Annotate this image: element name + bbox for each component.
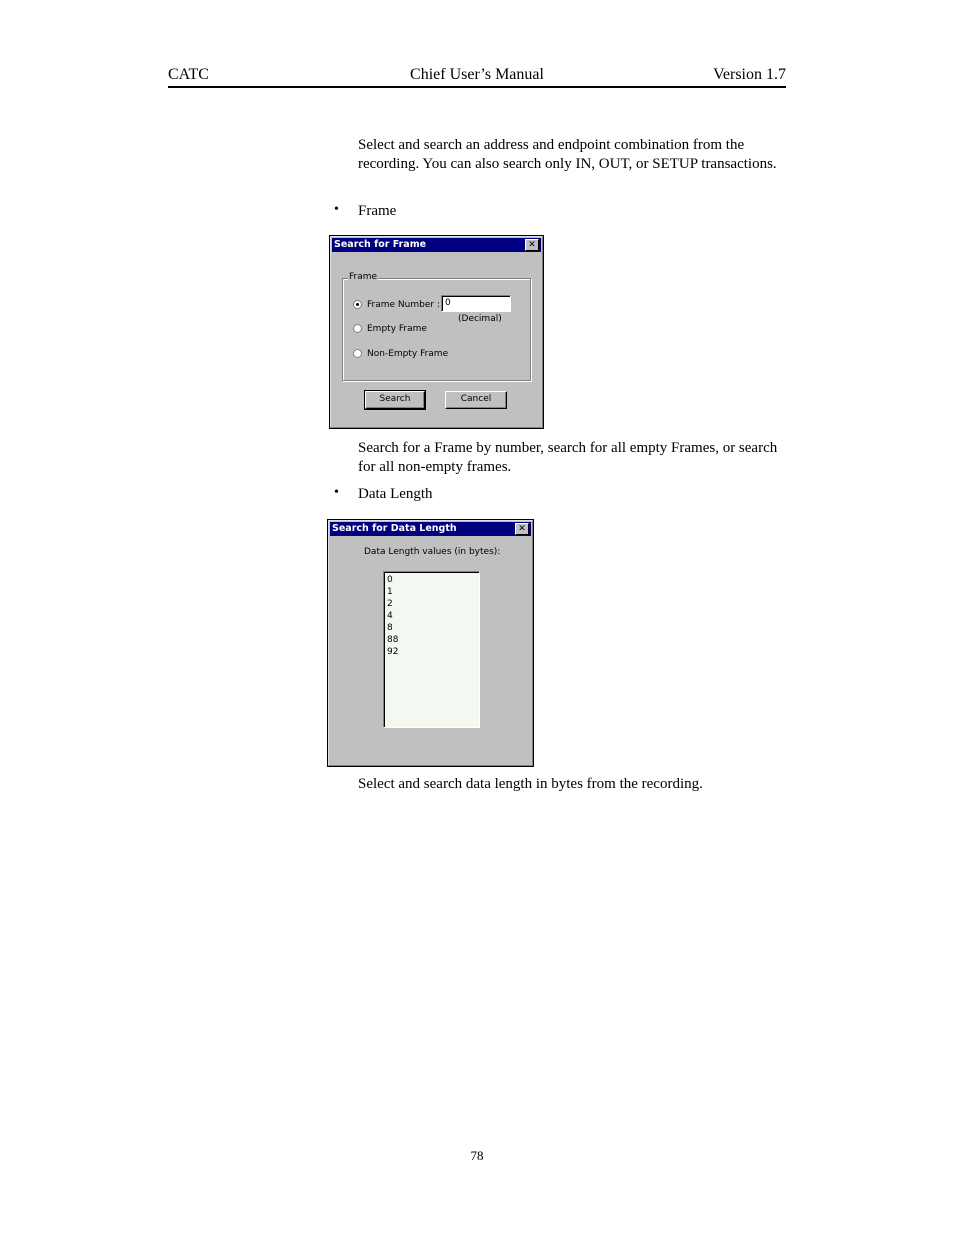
header-company: CATC xyxy=(168,66,209,83)
frame-dialog-titlebar xyxy=(332,238,541,252)
list-item[interactable]: 88 xyxy=(387,635,399,645)
list-item[interactable]: 92 xyxy=(387,647,399,657)
data-length-dialog-titlebar xyxy=(330,522,531,536)
data-length-listbox[interactable] xyxy=(383,571,480,728)
paragraph-frame-search: Search for a Frame by number, search for all empty Frames, or search for all non-empty frames. xyxy=(358,440,778,475)
bullet-glyph: • xyxy=(334,202,339,217)
header-title: Chief User’s Manual xyxy=(410,66,544,83)
page-header xyxy=(168,66,786,88)
search-for-data-length-dialog xyxy=(327,519,534,767)
radio-empty-frame-button[interactable] xyxy=(353,324,362,333)
radio-frame-number-button[interactable] xyxy=(353,300,362,309)
close-icon[interactable]: ✕ xyxy=(525,239,539,251)
paragraph-data-length: Select and search data length in bytes from the recording. xyxy=(358,776,703,792)
radio-empty-frame-label: Empty Frame xyxy=(367,324,427,334)
search-button[interactable]: Search xyxy=(365,391,425,409)
bullet-frame-label: Frame xyxy=(358,203,397,219)
list-item[interactable]: 8 xyxy=(387,623,393,633)
list-item[interactable]: 4 xyxy=(387,611,393,621)
frame-groupbox-label: Frame xyxy=(349,272,378,282)
page-number: 78 xyxy=(470,1148,484,1163)
frame-groupbox xyxy=(342,272,531,381)
decimal-note: (Decimal) xyxy=(458,314,502,324)
radio-non-empty-frame-label: Non-Empty Frame xyxy=(367,349,449,359)
bullet-data-length-label: Data Length xyxy=(358,486,433,502)
cancel-button[interactable]: Cancel xyxy=(445,391,507,409)
list-item[interactable]: 2 xyxy=(387,599,393,609)
data-length-prompt: Data Length values (in bytes): xyxy=(364,547,501,557)
frame-number-input[interactable]: 0 xyxy=(441,295,511,312)
paragraph-address-endpoint: Select and search an address and endpoint combination from the recording. You can also search only IN, OUT, or SETUP transactions. xyxy=(358,137,777,172)
frame-dialog-title: Search for Frame xyxy=(334,239,427,250)
list-item[interactable]: 1 xyxy=(387,587,393,597)
search-for-frame-dialog xyxy=(329,235,544,429)
data-length-dialog-title: Search for Data Length xyxy=(332,523,457,534)
radio-frame-number-label: Frame Number : xyxy=(367,300,440,310)
radio-non-empty-frame-button[interactable] xyxy=(353,349,362,358)
bullet-glyph: • xyxy=(334,485,339,500)
close-icon[interactable]: ✕ xyxy=(515,523,529,535)
header-version: Version 1.7 xyxy=(713,66,786,83)
list-item[interactable]: 0 xyxy=(387,575,393,585)
